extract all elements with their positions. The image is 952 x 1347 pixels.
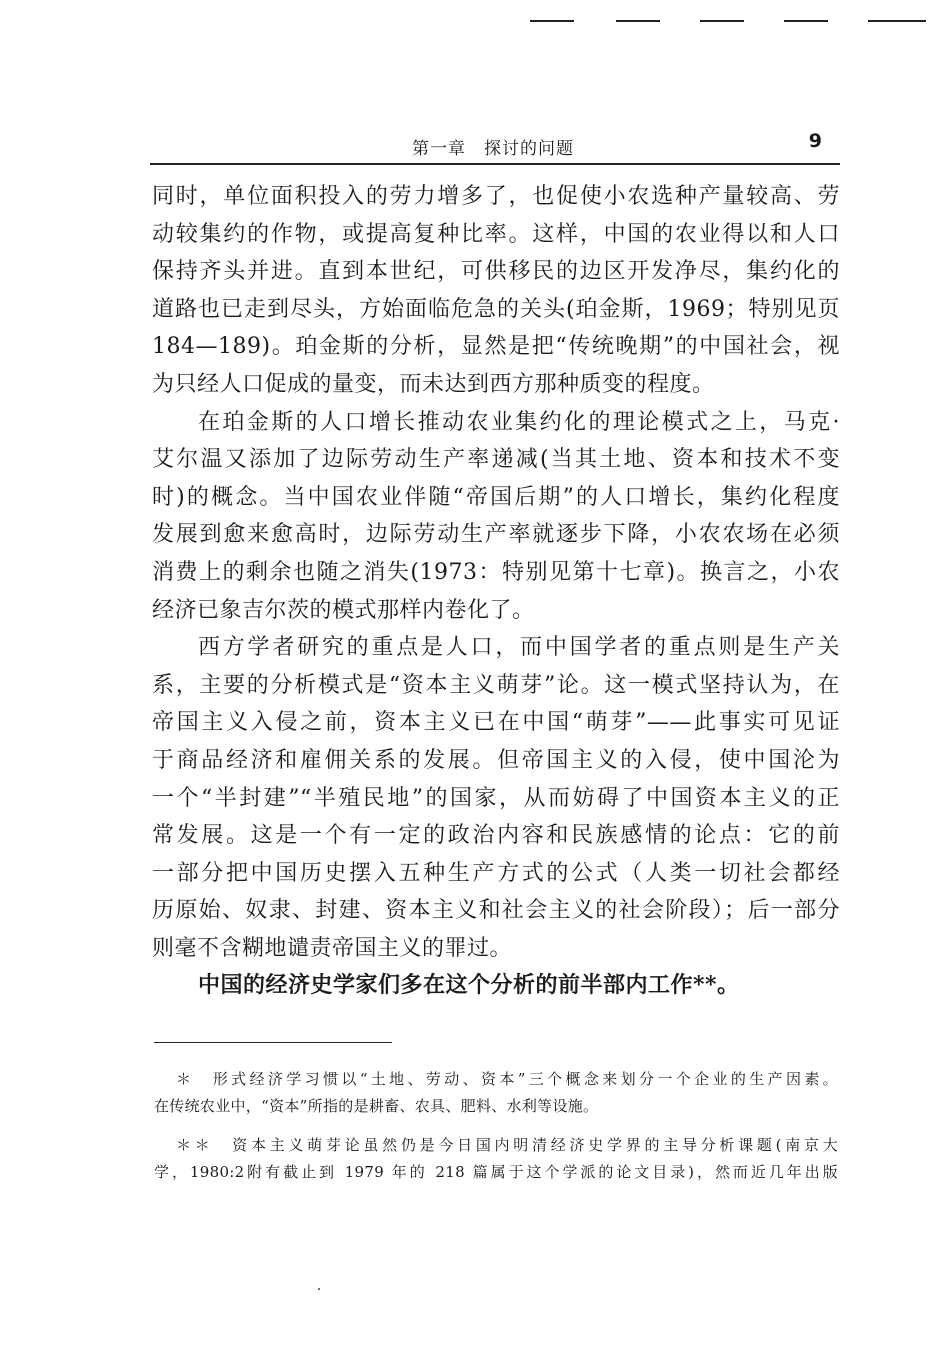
text-line: 则毫不含糊地谴责帝国主义的罪过。 <box>152 935 513 961</box>
scan-speck <box>318 1288 320 1290</box>
edge-mark <box>868 20 926 22</box>
footnote-line: ＊＊ 资本主义萌芽论虽然仍是今日国内明清经济史学界的主导分析课题(南京大 <box>176 1136 838 1154</box>
text-line: 一个“半封建”“半殖民地”的国家，从而妨碍了中国资本主义的正 <box>152 785 840 811</box>
text-line: 帝国主义入侵之前，资本主义已在中国“萌芽”——此事实可见证 <box>152 710 840 736</box>
top-edge-marks <box>530 20 940 22</box>
edge-mark <box>530 20 574 22</box>
edge-mark <box>616 20 660 22</box>
footnotes <box>154 1066 838 1186</box>
text-line: 同时，单位面积投入的劳力增多了，也促使小农选种产量较高、劳 <box>152 184 840 209</box>
text-line: 艾尔温又添加了边际劳动生产率递减(当其土地、资本和技术不变 <box>152 447 840 473</box>
header-rule <box>150 163 840 165</box>
text-line: 一部分把中国历史摆入五种生产方式的公式（人类一切社会都经 <box>152 860 840 886</box>
text-line: 动较集约的作物，或提高复种比率。这样，中国的农业得以和人口 <box>152 221 840 247</box>
text-line: 西方学者研究的重点是人口，而中国学者的重点则是生产关 <box>198 635 840 661</box>
running-header <box>150 130 840 158</box>
text-line: 在珀金斯的人口增长推动农业集约化的理论模式之上，马克· <box>198 409 840 435</box>
text-line: 历原始、奴隶、封建、资本主义和社会主义的社会阶段）；后一部分 <box>152 898 840 924</box>
text-line: 保持齐头并进。直到本世纪，可供移民的边区开发净尽，集约化的 <box>152 259 840 285</box>
page-number: 9 <box>808 130 822 152</box>
edge-mark <box>784 20 828 22</box>
text-line: 为只经人口促成的量变，而未达到西方那种质变的程度。 <box>152 371 715 397</box>
body-text <box>152 178 840 1005</box>
footnote-line: ＊ 形式经济学习惯以“土地、劳动、资本”三个概念来划分一个企业的生产因素。 <box>176 1070 838 1088</box>
footnote-line: 学，1980:2附有截止到 1979 年的 218 篇属于这个学派的论文目录)，然而近几年出版 <box>154 1163 838 1181</box>
footnote-line: 在传统农业中，“资本”所指的是耕畜、农具、肥料、水利等设施。 <box>154 1097 599 1115</box>
text-line: 于商品经济和雇佣关系的发展。但帝国主义的入侵，使中国沦为 <box>152 747 840 773</box>
text-line: 消费上的剩余也随之消失(1973：特别见第十七章)。换言之，小农 <box>152 559 840 585</box>
text-line: 常发展。这是一个有一定的政治内容和民族感情的论点：它的前 <box>152 823 840 849</box>
text-line: 时)的概念。当中国农业伴随“帝国后期”的人口增长，集约化程度 <box>152 484 840 510</box>
text-line: 发展到愈来愈高时，边际劳动生产率就逐步下降，小农农场在必须 <box>152 522 840 548</box>
footnote-rule <box>154 1042 392 1043</box>
text-line: 道路也已走到尽头，方始面临危急的关头(珀金斯，1969；特别见页 <box>152 296 840 322</box>
text-line: 中国的经济史学家们多在这个分析的前半部内工作**。 <box>198 972 740 999</box>
text-line: 184—189)。珀金斯的分析，显然是把“传统晚期”的中国社会，视 <box>152 334 840 360</box>
text-line: 系，主要的分析模式是“资本主义萌芽”论。这一模式坚持认为，在 <box>152 672 840 698</box>
edge-mark <box>700 20 744 22</box>
chapter-title: 第一章 探讨的问题 <box>412 139 574 159</box>
text-line: 经济已象吉尔茨的模式那样内卷化了。 <box>152 597 535 623</box>
